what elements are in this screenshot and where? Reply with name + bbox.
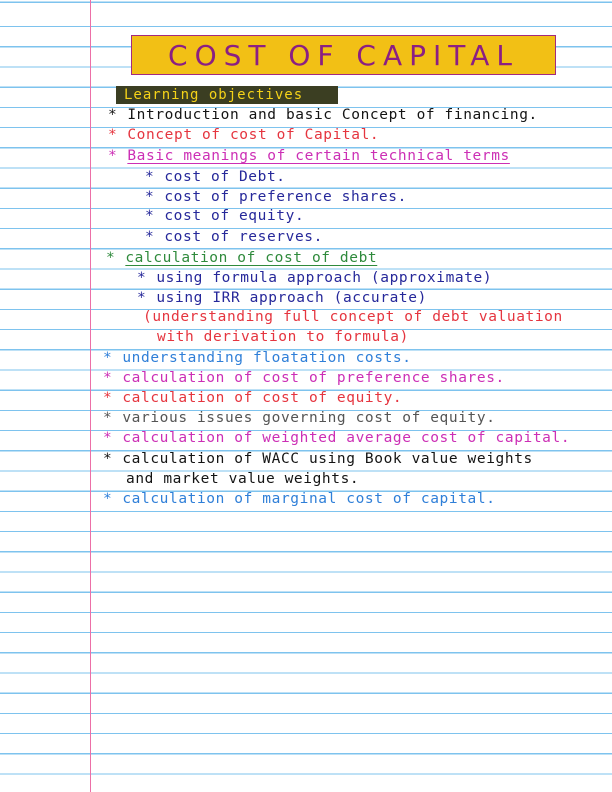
asterisk-bullet: * (103, 370, 113, 386)
objective-item (108, 147, 510, 165)
asterisk-bullet: * (103, 430, 113, 446)
objective-text: Introduction and basic Concept of financing. (127, 107, 538, 123)
asterisk-bullet: * (137, 290, 147, 306)
page-title: COST OF CAPITAL (168, 38, 519, 72)
objective-text: various issues governing cost of equity. (122, 410, 496, 426)
objective-item (103, 429, 570, 447)
objective-text: with derivation to formula) (157, 329, 409, 345)
asterisk-bullet: * (145, 229, 155, 245)
objective-text: calculation of marginal cost of capital. (122, 491, 496, 507)
objective-text: using formula approach (approximate) (156, 270, 493, 286)
objective-text: Concept of cost of Capital. (127, 127, 380, 143)
objective-text: and market value weights. (126, 471, 360, 487)
objective-item (145, 188, 407, 206)
objective-item (137, 269, 492, 287)
asterisk-bullet: * (145, 189, 155, 205)
objective-text: cost of preference shares. (164, 189, 407, 205)
objective-item (145, 228, 323, 246)
asterisk-bullet: * (108, 148, 118, 164)
objective-text: (understanding full concept of debt valuation (143, 309, 563, 325)
asterisk-bullet: * (108, 107, 118, 123)
objective-note (143, 308, 563, 326)
asterisk-bullet: * (137, 270, 147, 286)
objective-text: cost of reserves. (164, 229, 323, 245)
asterisk-bullet: * (103, 491, 113, 507)
section-heading: Learning objectives (124, 87, 304, 103)
objective-item (103, 369, 505, 387)
objective-note (157, 328, 409, 346)
objective-text: Basic meanings of certain technical terms (127, 148, 510, 164)
asterisk-bullet: * (103, 390, 113, 406)
objective-text: calculation of weighted average cost of capital. (122, 430, 571, 446)
objective-text: calculation of cost of preference shares. (122, 370, 505, 386)
objective-text: calculation of WACC using Book value weights (122, 451, 533, 467)
objective-item (145, 168, 286, 186)
objective-item (145, 207, 304, 225)
title-banner (131, 35, 556, 75)
objective-item (103, 490, 496, 508)
objective-item (103, 349, 412, 367)
asterisk-bullet: * (103, 451, 113, 467)
asterisk-bullet: * (103, 410, 113, 426)
objective-text: cost of Debt. (164, 169, 286, 185)
subtitle-banner (116, 86, 338, 104)
objective-note (126, 470, 359, 488)
asterisk-bullet: * (145, 208, 155, 224)
objective-item (108, 126, 379, 144)
objective-item (137, 289, 427, 307)
asterisk-bullet: * (103, 350, 113, 366)
objective-text: cost of equity. (164, 208, 305, 224)
objective-item (103, 450, 533, 468)
objective-text: calculation of cost of debt (125, 250, 378, 266)
objective-item (106, 249, 377, 267)
objective-item (103, 389, 402, 407)
asterisk-bullet: * (145, 169, 155, 185)
margin-line (90, 0, 91, 792)
objective-text: understanding floatation costs. (122, 350, 412, 366)
asterisk-bullet: * (106, 250, 116, 266)
objective-item (103, 409, 496, 427)
objective-item (108, 106, 538, 124)
objective-text: calculation of cost of equity. (122, 390, 403, 406)
objective-text: using IRR approach (accurate) (156, 290, 427, 306)
asterisk-bullet: * (108, 127, 118, 143)
